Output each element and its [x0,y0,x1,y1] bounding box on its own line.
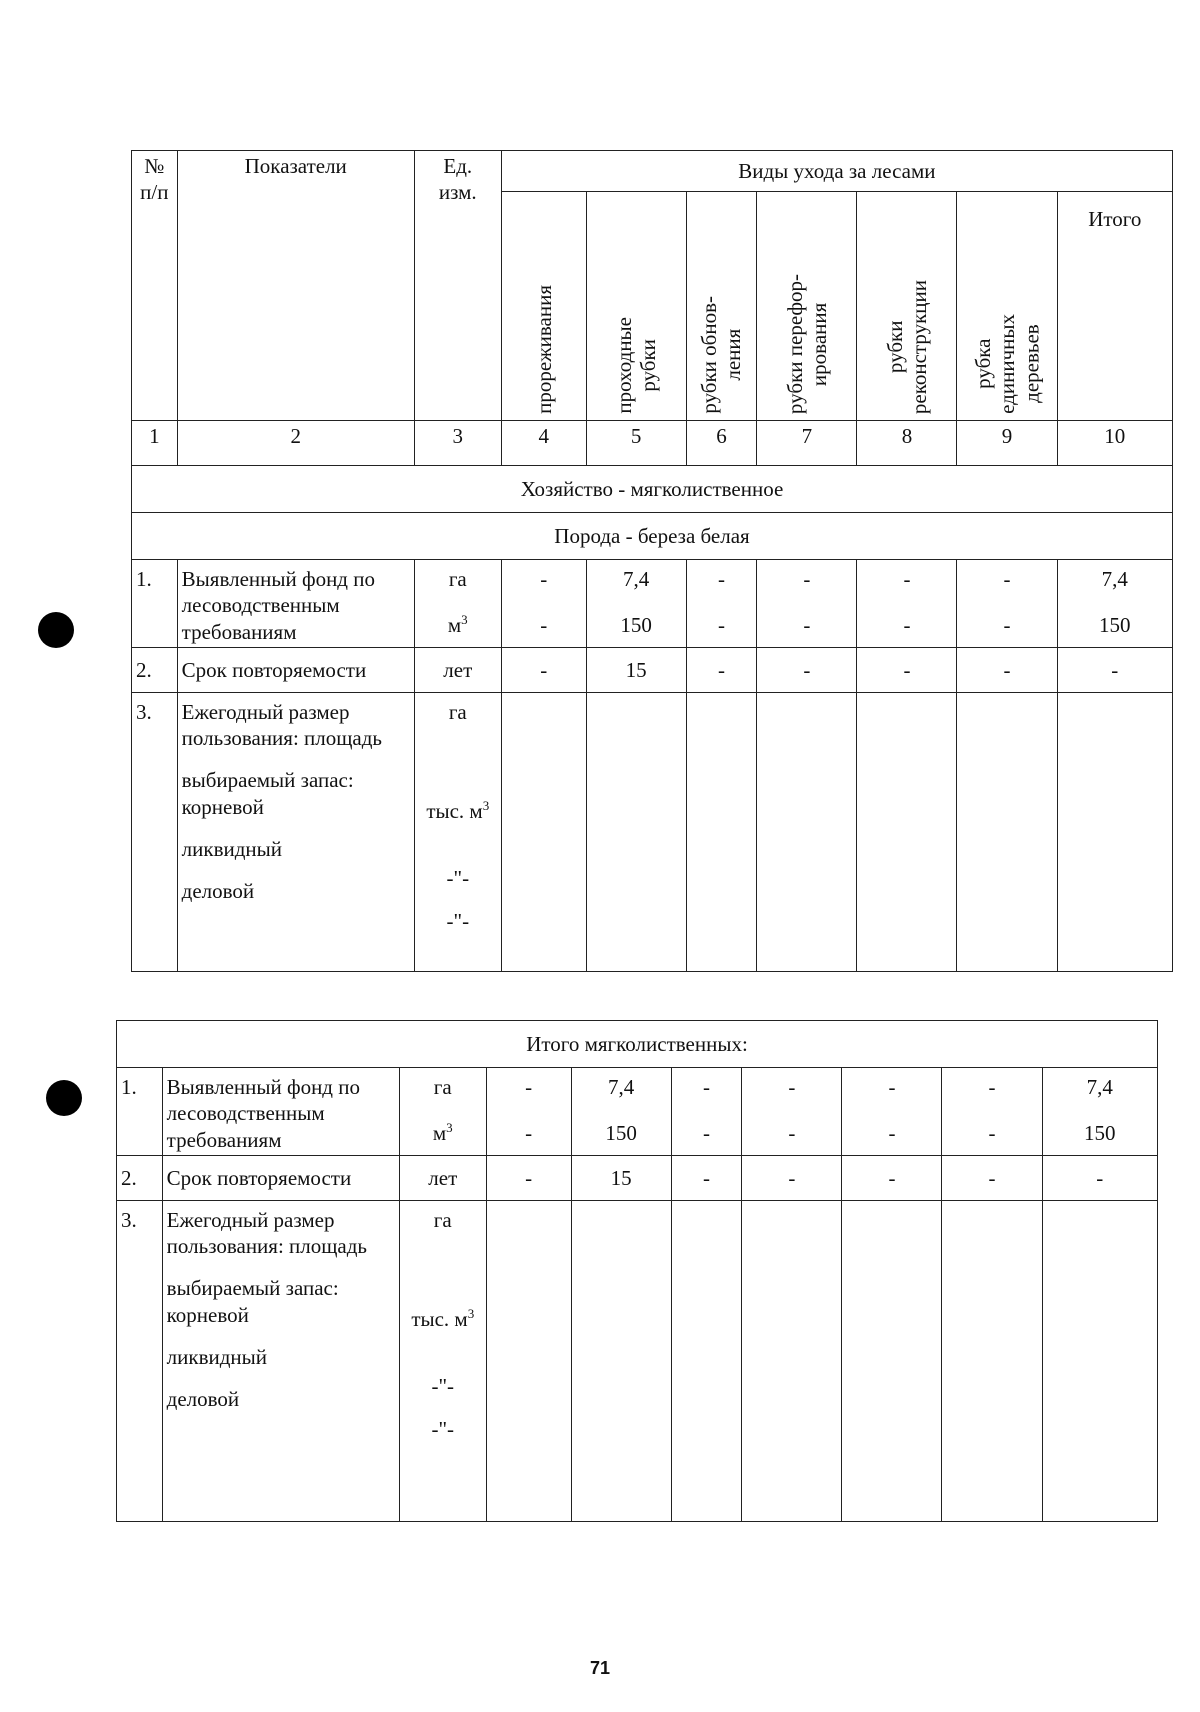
value-cell [957,692,1057,971]
header-care-type-renewal-cuttings: рубки обнов- ления [697,296,746,414]
value-cell [501,692,586,971]
value-cell [842,1200,942,1521]
page-number: 71 [589,1658,611,1678]
column-number: 7 [757,421,857,466]
column-number: 2 [177,421,414,466]
column-number-row [132,421,1173,466]
label-area: Ежегодный размер пользования: площадь [166,1207,368,1258]
row-number: 2. [132,647,178,692]
header-col-unit: Ед. изм. [414,151,501,421]
value-cell: - - [857,560,957,648]
value-cell: - [857,647,957,692]
value-cell: - [486,1155,571,1200]
total-cell: 7,4 150 [1042,1068,1157,1156]
total-cell [1042,1200,1157,1521]
table-row [132,692,1173,971]
table-row [117,1200,1158,1521]
table-row [132,647,1173,692]
label-liquid: ликвидный [181,836,283,861]
total-section-title: Итого мягколиственных: [117,1021,1158,1068]
value-cell: - - [957,560,1057,648]
unit-ha: га [448,567,467,591]
value-cell: - [742,1155,842,1200]
row-number: 1. [132,560,178,648]
value-cell: - [686,647,757,692]
label-stock: выбираемый запас: корневой [181,768,354,819]
table-row [132,560,1173,648]
value-cell: - [942,1155,1042,1200]
unit-m3: $м^3$ [432,1120,453,1146]
column-number: 8 [857,421,957,466]
label-area: Ежегодный размер пользования: площадь [181,699,383,750]
value-cell: - - [501,560,586,648]
label-liquid: ликвидный [166,1344,268,1369]
header-col-indicators: Показатели [177,151,414,421]
header-care-type-passing-cuttings: проходные рубки [612,317,661,414]
species-title: Порода - береза белая [132,513,1173,560]
label-business: деловой [166,1387,240,1411]
column-number: 3 [414,421,501,466]
column-number: 5 [586,421,686,466]
unit-area: га [433,1207,452,1232]
value-cell [686,692,757,971]
unit-stock: тыс. $м^3$ [426,798,490,823]
value-cell: - - [686,560,757,648]
column-number: 10 [1057,421,1172,466]
column-number: 6 [686,421,757,466]
economy-title: Хозяйство - мягколиственное [132,466,1173,513]
row-unit [399,1068,486,1156]
value-cell: - - [671,1068,742,1156]
forest-care-table-species [131,150,1173,972]
value-cell: - [501,647,586,692]
value-cell: - [757,647,857,692]
row-unit [414,692,501,971]
value-cell: 15 [571,1155,671,1200]
value-cell [571,1200,671,1521]
header-col-total: Итого [1057,192,1172,421]
value-cell: 7,4 150 [586,560,686,648]
row-number: 2. [117,1155,163,1200]
row-number: 3. [132,692,178,971]
value-cell: 15 [586,647,686,692]
unit-stock: тыс. $м^3$ [411,1306,475,1331]
header-care-type-single-tree-cutting: рубка единичных деревьев [970,314,1044,414]
value-cell: - - [742,1068,842,1156]
unit-business: -"- [446,908,470,933]
header-care-type-thinning: прореживания [531,285,556,414]
value-cell: - [957,647,1057,692]
row-label: Срок повторяемости [177,647,414,692]
header-care-type-reconstruction-cuttings: рубки реконструкции [882,279,931,414]
row-label [177,692,414,971]
value-cell [586,692,686,971]
value-cell: - - [757,560,857,648]
header-care-types-group: Виды ухода за лесами [501,151,1172,192]
value-cell: 7,4 150 [571,1068,671,1156]
value-cell [671,1200,742,1521]
value-cell [757,692,857,971]
value-cell [486,1200,571,1521]
row-label [162,1200,399,1521]
value-cell: - [671,1155,742,1200]
total-cell [1057,692,1172,971]
row-number: 3. [117,1200,163,1521]
punch-hole [38,612,74,648]
header-col-no: № п/п [132,151,178,421]
row-number: 1. [117,1068,163,1156]
unit-liquid: -"- [431,1374,455,1399]
value-cell: - - [942,1068,1042,1156]
column-number: 4 [501,421,586,466]
table-row [117,1068,1158,1156]
row-label: Срок повторяемости [162,1155,399,1200]
unit-ha: га [433,1075,452,1099]
row-unit: лет [399,1155,486,1200]
total-cell: - [1057,647,1172,692]
unit-m3: $м^3$ [447,612,468,638]
label-business: деловой [181,879,255,903]
punch-hole [46,1080,82,1116]
row-label: Выявленный фонд по лесоводственным требованиям [177,560,414,648]
header-care-type-reformation-cuttings: рубки перефор- ирования [782,273,831,414]
table-row [117,1155,1158,1200]
row-label: Выявленный фонд по лесоводственным требованиям [162,1068,399,1156]
column-number: 9 [957,421,1057,466]
unit-business: -"- [431,1416,455,1441]
value-cell [857,692,957,971]
unit-area: га [448,699,467,724]
forest-care-table-total [116,1020,1158,1522]
row-unit [399,1200,486,1521]
value-cell: - [842,1155,942,1200]
value-cell: - - [842,1068,942,1156]
row-unit: лет [414,647,501,692]
total-cell: 7,4 150 [1057,560,1172,648]
unit-liquid: -"- [446,866,470,891]
value-cell: - - [486,1068,571,1156]
value-cell [942,1200,1042,1521]
label-stock: выбираемый запас: корневой [166,1276,339,1327]
row-unit [414,560,501,648]
total-cell: - [1042,1155,1157,1200]
column-number: 1 [132,421,178,466]
value-cell [742,1200,842,1521]
